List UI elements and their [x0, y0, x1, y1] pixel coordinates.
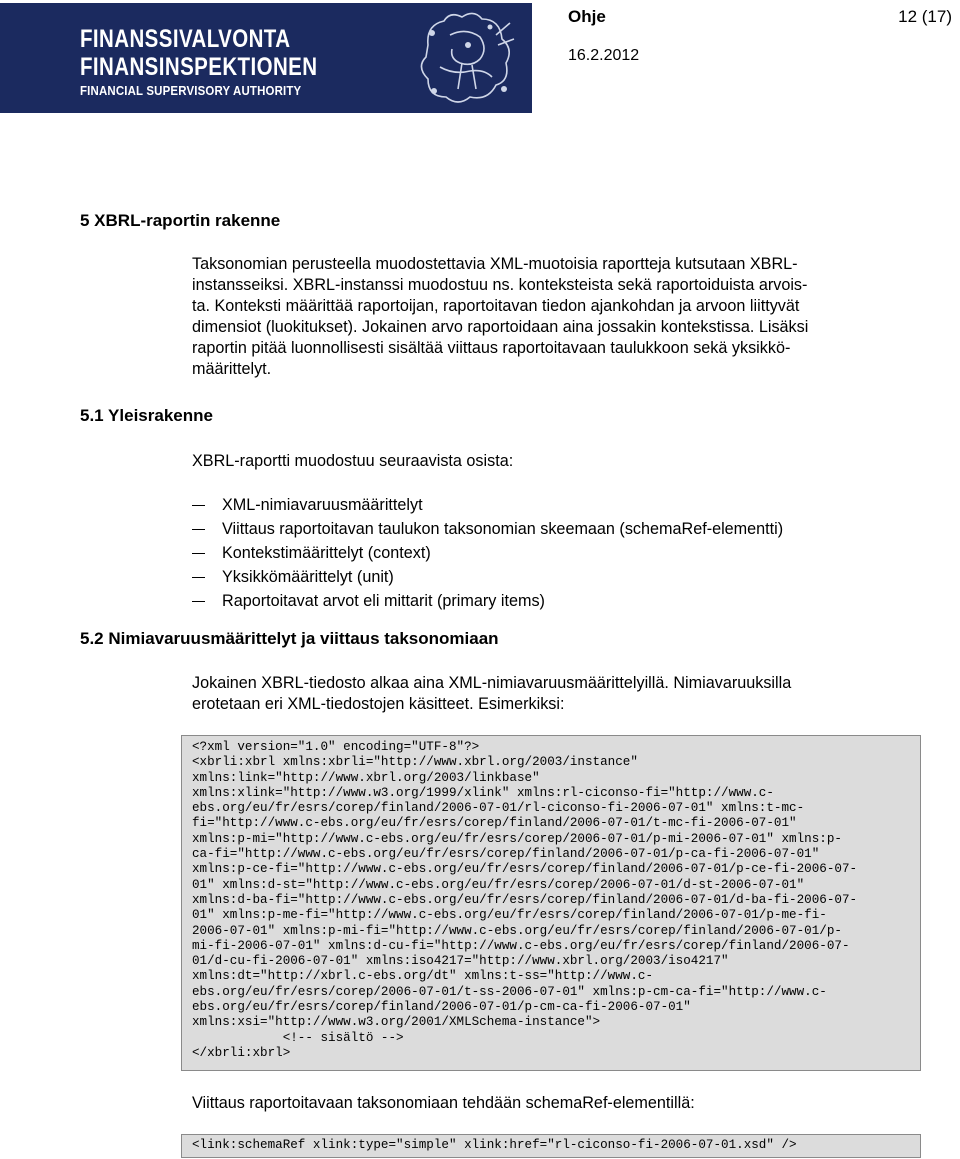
paragraph-line: dimensiot (luokitukset). Jokainen arvo raportoidaan aina jossakin kontekstissa. Lisäksi	[192, 318, 809, 336]
list-item	[192, 542, 783, 566]
list-item	[192, 590, 783, 614]
authority-logo	[0, 3, 532, 113]
code-line: <link:schemaRef xlink:type="simple" xlink:href="rl-ciconso-fi-2006-07-01.xsd" />	[192, 1138, 797, 1152]
section-heading-5-1: 5.1 Yleisrakenne	[80, 406, 213, 425]
paragraph-line: instansseiksi. XBRL-instanssi muodostuu ns. konteksteista sekä raportoiduista arvois-	[192, 276, 808, 294]
dash-bullet-icon	[192, 553, 205, 554]
section-5-2-paragraph	[192, 673, 912, 715]
section-heading-5-2: 5.2 Nimiavaruusmäärittelyt ja viittaus taksonomiaan	[80, 629, 499, 648]
dash-bullet-icon	[192, 505, 205, 506]
dash-bullet-icon	[192, 577, 205, 578]
schema-ref-intro: Viittaus raportoitavaan taksonomiaan tehdään schemaRef-elementillä:	[192, 1094, 695, 1112]
list-item	[192, 518, 783, 542]
dash-bullet-icon	[192, 601, 205, 602]
code-line: ebs.org/eu/fr/esrs/corep/2006-07-01/t-ss-2006-07-01" xmlns:p-cm-ca-fi="http://www.c-	[192, 984, 827, 999]
code-line: ebs.org/eu/fr/esrs/corep/finland/2006-07-01/p-cm-ca-fi-2006-07-01"	[192, 1000, 691, 1015]
paragraph-line: Taksonomian perusteella muodostettavia XML-muotoisia raportteja kutsutaan XBRL-	[192, 255, 798, 273]
dash-bullet-icon	[192, 529, 205, 530]
code-line: xmlns:xlink="http://www.w3.org/1999/xlink" xmlns:rl-ciconso-fi="http://www.c-	[192, 785, 774, 800]
section-5-paragraph	[192, 254, 912, 380]
paragraph-line: Jokainen XBRL-tiedosto alkaa aina XML-nimiavaruusmäärittelyillä. Nimiavaruuksilla	[192, 674, 792, 692]
code-line: 2006-07-01" xmlns:p-mi-fi="http://www.c-ebs.org/eu/fr/esrs/corep/finland/2006-07-01/p-	[192, 923, 842, 938]
section-heading-5: 5 XBRL-raportin rakenne	[80, 211, 281, 230]
code-line: <xbrli:xbrl xmlns:xbrli="http://www.xbrl.org/2003/instance"	[192, 755, 638, 770]
lion-crest-icon	[410, 5, 522, 111]
paragraph-line: raportin pitää luonnollisesti sisältää viittaus raportoitavaan taulukkoon sekä yksikkö-	[192, 339, 791, 357]
code-line: mi-fi-2006-07-01" xmlns:d-cu-fi="http://www.c-ebs.org/eu/fr/esrs/corep/finland/2006-07-	[192, 938, 850, 953]
section-5-1-intro: XBRL-raportti muodostuu seuraavista osista:	[192, 452, 514, 470]
namespace-code-example	[181, 735, 921, 1071]
code-line: fi="http://www.c-ebs.org/eu/fr/esrs/corep/finland/2006-07-01/t-mc-fi-2006-07-01"	[192, 816, 797, 831]
code-line: xmlns:p-mi="http://www.c-ebs.org/eu/fr/esrs/corep/2006-07-01/p-mi-2006-07-01" xmlns:p-	[192, 831, 842, 846]
paragraph-line: erotetaan eri XML-tiedostojen käsitteet. Esimerkiksi:	[192, 695, 565, 713]
page-number: 12 (17)	[898, 7, 952, 26]
paragraph-line: ta. Konteksti määrittää raportoijan, raportoitavan tiedon ajankohdan ja arvoon liittyvät	[192, 297, 800, 315]
paragraph-line: määrittelyt.	[192, 360, 272, 378]
list-item-text: Kontekstimäärittelyt (context)	[222, 544, 431, 562]
code-line: 01/d-cu-fi-2006-07-01" xmlns:iso4217="http://www.xbrl.org/2003/iso4217"	[192, 954, 729, 969]
code-line: xmlns:dt="http://xbrl.c-ebs.org/dt" xmlns:t-ss="http://www.c-	[192, 969, 654, 984]
logo-line-2: FINANSINSPEKTIONEN	[80, 53, 318, 81]
list-item-text: Raportoitavat arvot eli mittarit (primary items)	[222, 592, 545, 610]
code-line: 01" xmlns:d-st="http://www.c-ebs.org/eu/fr/esrs/corep/2006-07-01/d-st-2006-07-01"	[192, 877, 805, 892]
report-parts-list	[192, 494, 783, 614]
logo-line-1: FINANSSIVALVONTA	[80, 25, 291, 53]
document-type: Ohje	[568, 7, 606, 26]
list-item-text: XML-nimiavaruusmäärittelyt	[222, 496, 423, 514]
code-line: <!-- sisältö -->	[192, 1030, 404, 1045]
code-line: ca-fi="http://www.c-ebs.org/eu/fr/esrs/corep/finland/2006-07-01/p-ca-fi-2006-07-01"	[192, 847, 820, 862]
schema-ref-code-example	[181, 1134, 921, 1158]
list-item	[192, 494, 783, 518]
code-line: xmlns:d-ba-fi="http://www.c-ebs.org/eu/fr/esrs/corep/finland/2006-07-01/d-ba-fi-2006-07-	[192, 892, 858, 907]
code-line: <?xml version="1.0" encoding="UTF-8"?>	[192, 740, 480, 754]
code-line: 01" xmlns:p-me-fi="http://www.c-ebs.org/eu/fr/esrs/corep/finland/2006-07-01/p-me-fi-	[192, 908, 827, 923]
code-line: ebs.org/eu/fr/esrs/corep/finland/2006-07-01/rl-ciconso-fi-2006-07-01" xmlns:t-mc-	[192, 801, 805, 816]
code-line: xmlns:p-ce-fi="http://www.c-ebs.org/eu/fr/esrs/corep/finland/2006-07-01/p-ce-fi-2006-07-	[192, 862, 858, 877]
document-date: 16.2.2012	[568, 47, 640, 64]
code-line: xmlns:xsi="http://www.w3.org/2001/XMLSchema-instance">	[192, 1015, 601, 1030]
code-line: </xbrli:xbrl>	[192, 1045, 291, 1060]
code-line: xmlns:link="http://www.xbrl.org/2003/linkbase"	[192, 770, 540, 785]
list-item-text: Viittaus raportoitavan taulukon taksonomian skeemaan (schemaRef-elementti)	[222, 520, 784, 538]
list-item-text: Yksikkömäärittelyt (unit)	[222, 568, 394, 586]
list-item	[192, 566, 783, 590]
logo-line-3: FINANCIAL SUPERVISORY AUTHORITY	[80, 83, 302, 98]
